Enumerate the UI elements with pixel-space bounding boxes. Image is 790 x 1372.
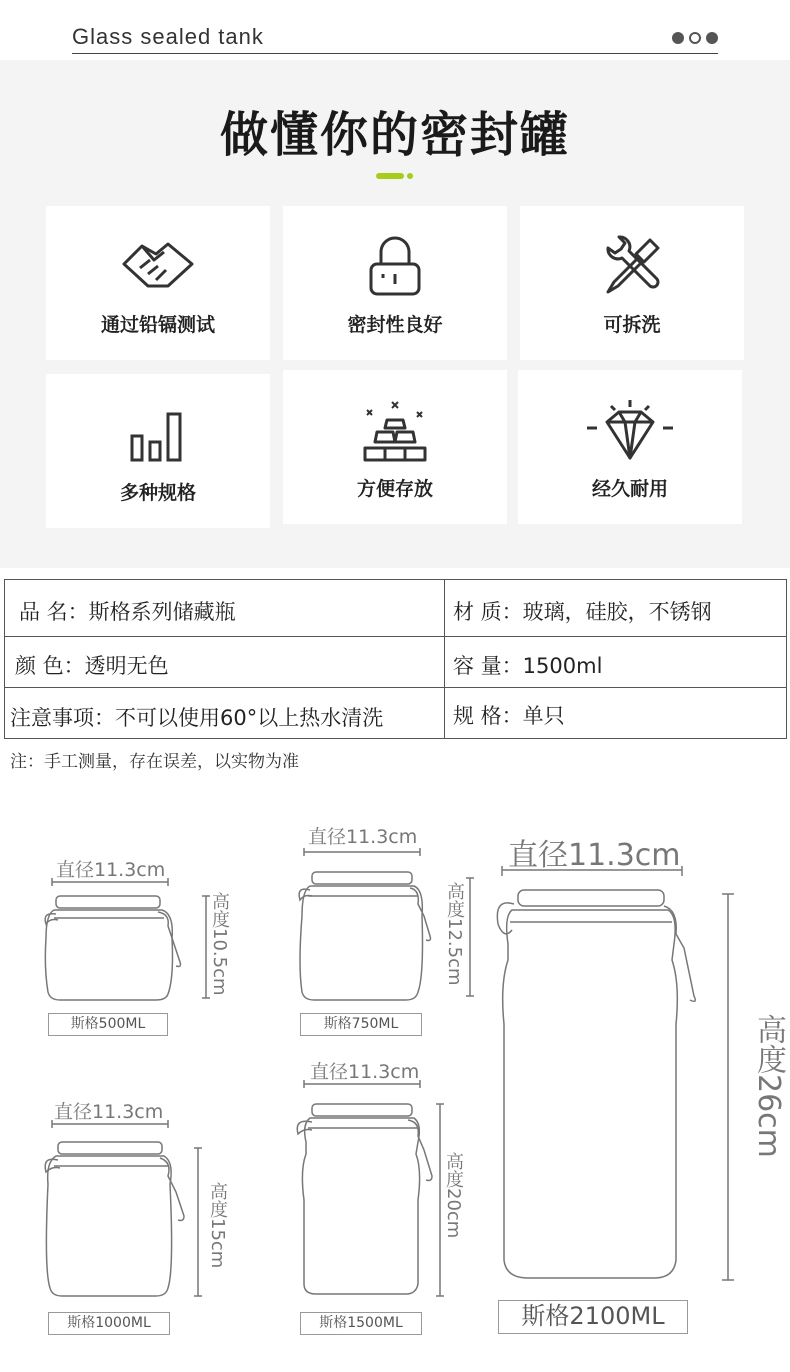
feature-label: 经久耐用 (591, 478, 668, 500)
jar-width-label: 直径11.3cm (308, 826, 418, 848)
jar-width-label: 直径11.3cm (56, 859, 166, 881)
jar-2100ml-drawing (488, 864, 748, 1288)
feature-label: 可拆洗 (603, 314, 661, 336)
feature-card-washable (520, 206, 744, 360)
pagination-dots (672, 32, 718, 44)
header-title: Glass sealed tank (72, 24, 264, 49)
jar-height-label: 高度26cm (751, 1014, 786, 1158)
spec-capacity: 容 量：1500ml (453, 654, 603, 678)
spec-table (4, 579, 787, 739)
jar-height-label: 高度12.5cm (444, 882, 465, 986)
jar-name-label: 斯格500ML (48, 1013, 168, 1036)
bar-sizes-icon (126, 402, 190, 466)
measurement-note: 注：手工测量，存在误差，以实物为准 (10, 752, 299, 772)
feature-label: 密封性良好 (347, 314, 443, 336)
spec-color: 颜 色：透明无色 (15, 654, 169, 678)
spec-material: 材 质：玻璃，硅胶，不锈钢 (453, 600, 712, 624)
spec-product-name: 品 名：斯格系列储藏瓶 (19, 600, 236, 624)
dot-icon (706, 32, 718, 44)
feature-card-lead-test (46, 206, 270, 360)
jar-width-label: 直径11.3cm (310, 1061, 420, 1083)
dot-icon (689, 32, 701, 44)
jar-width-label: 直径11.3cm (54, 1101, 164, 1123)
table-divider (444, 580, 445, 738)
feature-label: 多种规格 (119, 482, 196, 504)
jar-name-label: 斯格1000ML (48, 1312, 170, 1335)
jar-name-label: 斯格2100ML (498, 1300, 688, 1334)
jar-name-label: 斯格750ML (300, 1013, 422, 1036)
feature-card-sizes (46, 374, 270, 528)
feature-card-sealing (283, 206, 507, 360)
spec-caution: 注意事项：不可以使用60°以上热水清洗 (10, 706, 384, 730)
jar-name-label: 斯格1500ML (300, 1312, 422, 1335)
spec-quantity: 规 格：单只 (453, 704, 565, 728)
feature-card-durable (518, 370, 742, 524)
panel-title: 做懂你的密封罐 (219, 107, 570, 163)
diamond-icon (585, 398, 675, 466)
wrench-screwdriver-icon (600, 234, 664, 298)
feature-card-storage (283, 370, 507, 524)
feature-label: 通过铅镉测试 (100, 314, 215, 336)
accent-bar (376, 173, 404, 179)
table-divider (5, 636, 786, 637)
table-divider (5, 687, 786, 688)
features-panel (0, 60, 790, 568)
jar-height-label: 高度15cm (207, 1182, 228, 1269)
feature-label: 方便存放 (356, 478, 433, 500)
page-header (72, 22, 718, 54)
jar-height-label: 高度10.5cm (209, 892, 230, 996)
stacked-bars-icon (359, 398, 431, 466)
dot-icon (672, 32, 684, 44)
padlock-icon (365, 234, 425, 298)
accent-dot (407, 173, 413, 179)
jar-height-label: 高度20cm (443, 1152, 464, 1239)
handshake-icon (118, 234, 198, 294)
jar-width-label: 直径11.3cm (508, 838, 681, 873)
